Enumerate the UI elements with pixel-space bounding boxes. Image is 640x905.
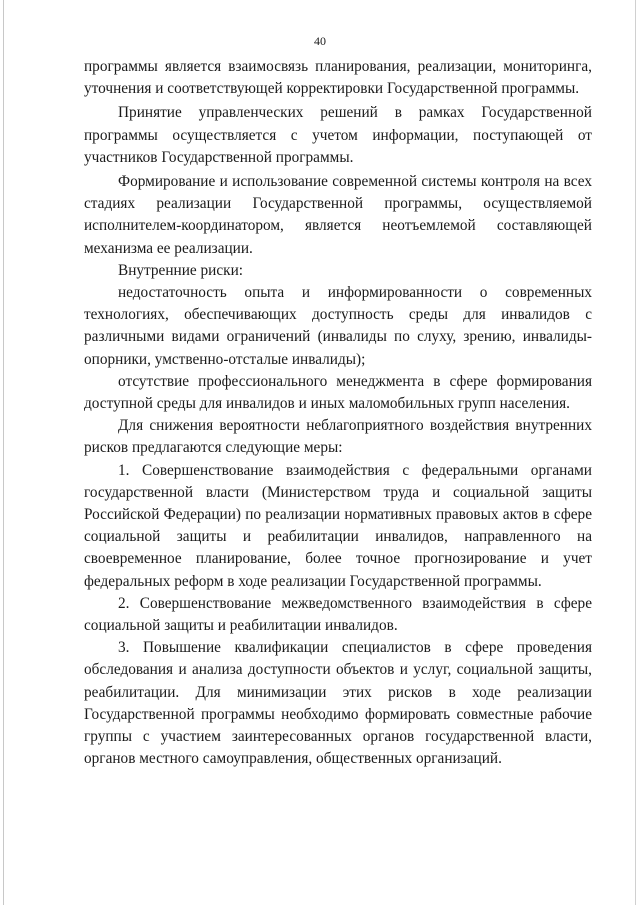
document-body: [84, 56, 592, 771]
paragraph-risk-management: отсутствие профессионального менеджмента в сфере формирования доступной среды для инвалидов и иных маломобильных групп населения.: [84, 372, 592, 413]
paragraph-measures-intro: Для снижения вероятности неблагоприятного воздействия внутренних рисков предлагаются следующие меры:: [84, 417, 592, 457]
page-number: 40: [314, 34, 326, 48]
paragraph-continuation: программы является взаимосвязь планирования, реализации, мониторинга, уточнения и соответствующей корректировки Государственной программы.: [84, 58, 592, 98]
paragraph-internal-risks-heading: Внутренние риски:: [118, 261, 244, 279]
paragraph-measure-2: 2. Совершенствование межведомственного взаимодействия в сфере социальной защиты и реабилитации инвалидов.: [84, 594, 592, 635]
paragraph-control-system: Формирование и использование современной системы контроля на всех стадиях реализации Государственной программы, осуществляемой исполнителем-координатором, является неотъемлемой составляющей механизма ее реализации.: [84, 173, 592, 257]
paragraph-measure-3: 3. Повышение квалификации специалистов в сфере проведения обследования и анализа доступности объектов и услуг, социальной защиты, реабилитации. Для минимизации этих рисков в ходе реализации Государственной программы необходимо формировать совместные рабочие группы с участием заинтересованных органов государственной власти, органов местного самоуправления, общественных организаций.: [84, 639, 592, 768]
paragraph-risk-experience: недостаточность опыта и информированности о современных технологиях, обеспечивающих доступность среды для инвалидов с различными видами ограничений (инвалиды по слуху, зрению, инвалиды-опорники, умственно-отсталые инвалиды);: [84, 284, 592, 368]
paragraph-management-decisions: Принятие управленческих решений в рамках Государственной программы осуществляется с учетом информации, поступающей от участников Государственной программы.: [84, 104, 592, 166]
paragraph-measure-1: 1. Совершенствование взаимодействия с федеральными органами государственной власти (Министерством труда и социальной защиты Российской Федерации) по реализации нормативных правовых актов в сфере социальной защиты и реабилитации инвалидов, направленного на своевременное планирование, более точное прогнозирование и учет федеральных реформ в ходе реализации Государственной программы.: [84, 461, 592, 590]
scan-edge-right: [635, 0, 636, 905]
scan-edge-left: [3, 0, 4, 905]
